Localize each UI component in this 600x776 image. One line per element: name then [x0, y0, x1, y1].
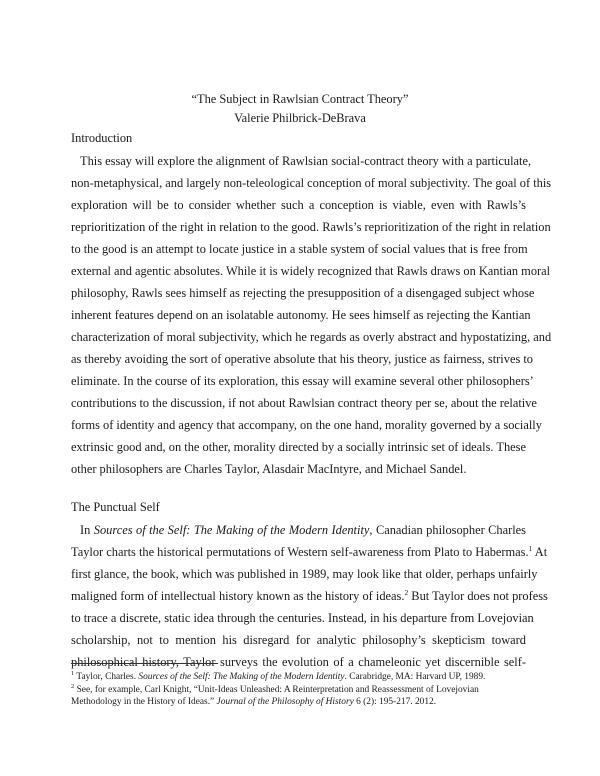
paper-author: Valerie Philbrick-DeBrava	[234, 111, 366, 125]
intro-line: contributions to the discussion, if not about Rawlsian contract theory per se, about the relative	[71, 396, 537, 410]
text-run: See, for example, Carl Knight, “Unit-Ideas Unleashed: A Reinterpretation and Reassessment of Lovejovian	[74, 685, 479, 695]
footnote-2	[71, 684, 531, 696]
section-heading-introduction: Introduction	[71, 131, 133, 145]
text-run: . Carabridge, MA: Harvard UP, 1989.	[344, 672, 486, 682]
text-run: Taylor charts the historical permutations of Western self-awareness from Plato to Habermas.	[71, 545, 529, 559]
intro-line: extrinsic good and, on the other, morality directed by a socially intrinsic set of ideals. These	[71, 440, 526, 454]
footnote-mark: 1	[71, 670, 75, 677]
intro-line: This essay will explore the alignment of Rawlsian social-contract theory with a particulate,	[80, 154, 532, 168]
footnote-mark: 2	[71, 683, 75, 690]
body-line: philosophical history, Taylor surveys the evolution of a chameleonic yet discernible self-	[71, 655, 526, 669]
intro-line: forms of identity and agency that accompany, on the one hand, morality governed by a socially	[71, 418, 542, 432]
intro-line: eliminate. In the course of its exploration, this essay will examine several other philosophers’	[71, 374, 534, 388]
intro-line: to the good is an attempt to locate justice in a stable system of social values that is free from	[71, 242, 528, 256]
body-line: first glance, the book, which was published in 1989, may look like that older, perhaps unfairly	[71, 567, 538, 581]
text-run: 6 (2): 195-217. 2012.	[353, 697, 437, 707]
book-title: Sources of the Self: The Making of the Modern Identity	[138, 672, 345, 682]
body-line	[71, 544, 548, 560]
intro-line: non-metaphysical, and largely non-teleological conception of moral subjectivity. The goal of this	[71, 176, 552, 190]
section-heading-punctual-self: The Punctual Self	[71, 500, 160, 514]
journal-title: Journal of the Philosophy of History	[216, 697, 354, 707]
intro-line: external and agentic absolutes. While it is widely recognized that Rawls draws on Kantian moral	[71, 264, 551, 278]
text-run: Methodology in the History of Ideas.”	[71, 697, 217, 707]
intro-line: exploration will be to consider whether such a conception is viable, even with Rawls’s	[71, 198, 526, 212]
text-run: At	[532, 545, 548, 559]
text-run: Taylor, Charles.	[74, 672, 139, 682]
footnote-ref-1[interactable]: 1	[528, 544, 533, 553]
intro-line: other philosophers are Charles Taylor, Alasdair MacIntyre, and Michael Sandel.	[71, 462, 467, 476]
book-title: Sources of the Self: The Making of the Modern Identity	[93, 523, 370, 537]
body-line	[80, 522, 526, 538]
text-run: In	[80, 523, 94, 537]
text-run: maligned form of intellectual history known as the history of ideas.	[71, 589, 405, 603]
intro-line: as thereby avoiding the sort of operative absolute that his theory, justice as fairness, strives to	[71, 352, 534, 366]
body-line	[71, 588, 548, 604]
body-line: to trace a discrete, static idea through the centuries. Instead, in his departure from Lovejovian	[71, 611, 534, 625]
intro-line: reprioritization of the right in relation to the good. Rawls’s reprioritization of the right in relation	[71, 220, 551, 234]
intro-line: characterization of moral subjectivity, which he regards as overly abstract and hypostatizing, and	[71, 330, 552, 344]
intro-line: inherent features depend on an isolatable autonomy. He sees himself as rejecting the Kantian	[71, 308, 531, 322]
text-run: , Canadian philosopher Charles	[369, 523, 526, 537]
footnote-2-continued	[71, 696, 531, 708]
body-line: scholarship, not to mention his disregard for analytic philosophy’s skepticism toward	[71, 633, 526, 647]
footnote-1	[71, 671, 531, 683]
footnote-ref-2[interactable]: 2	[404, 588, 409, 597]
footnote-divider	[71, 663, 218, 664]
paper-title: “The Subject in Rawlsian Contract Theory”	[191, 92, 409, 106]
text-run: But Taylor does not profess	[408, 589, 548, 603]
intro-line: philosophy, Rawls sees himself as rejecting the presupposition of a disengaged subject whose	[71, 286, 535, 300]
